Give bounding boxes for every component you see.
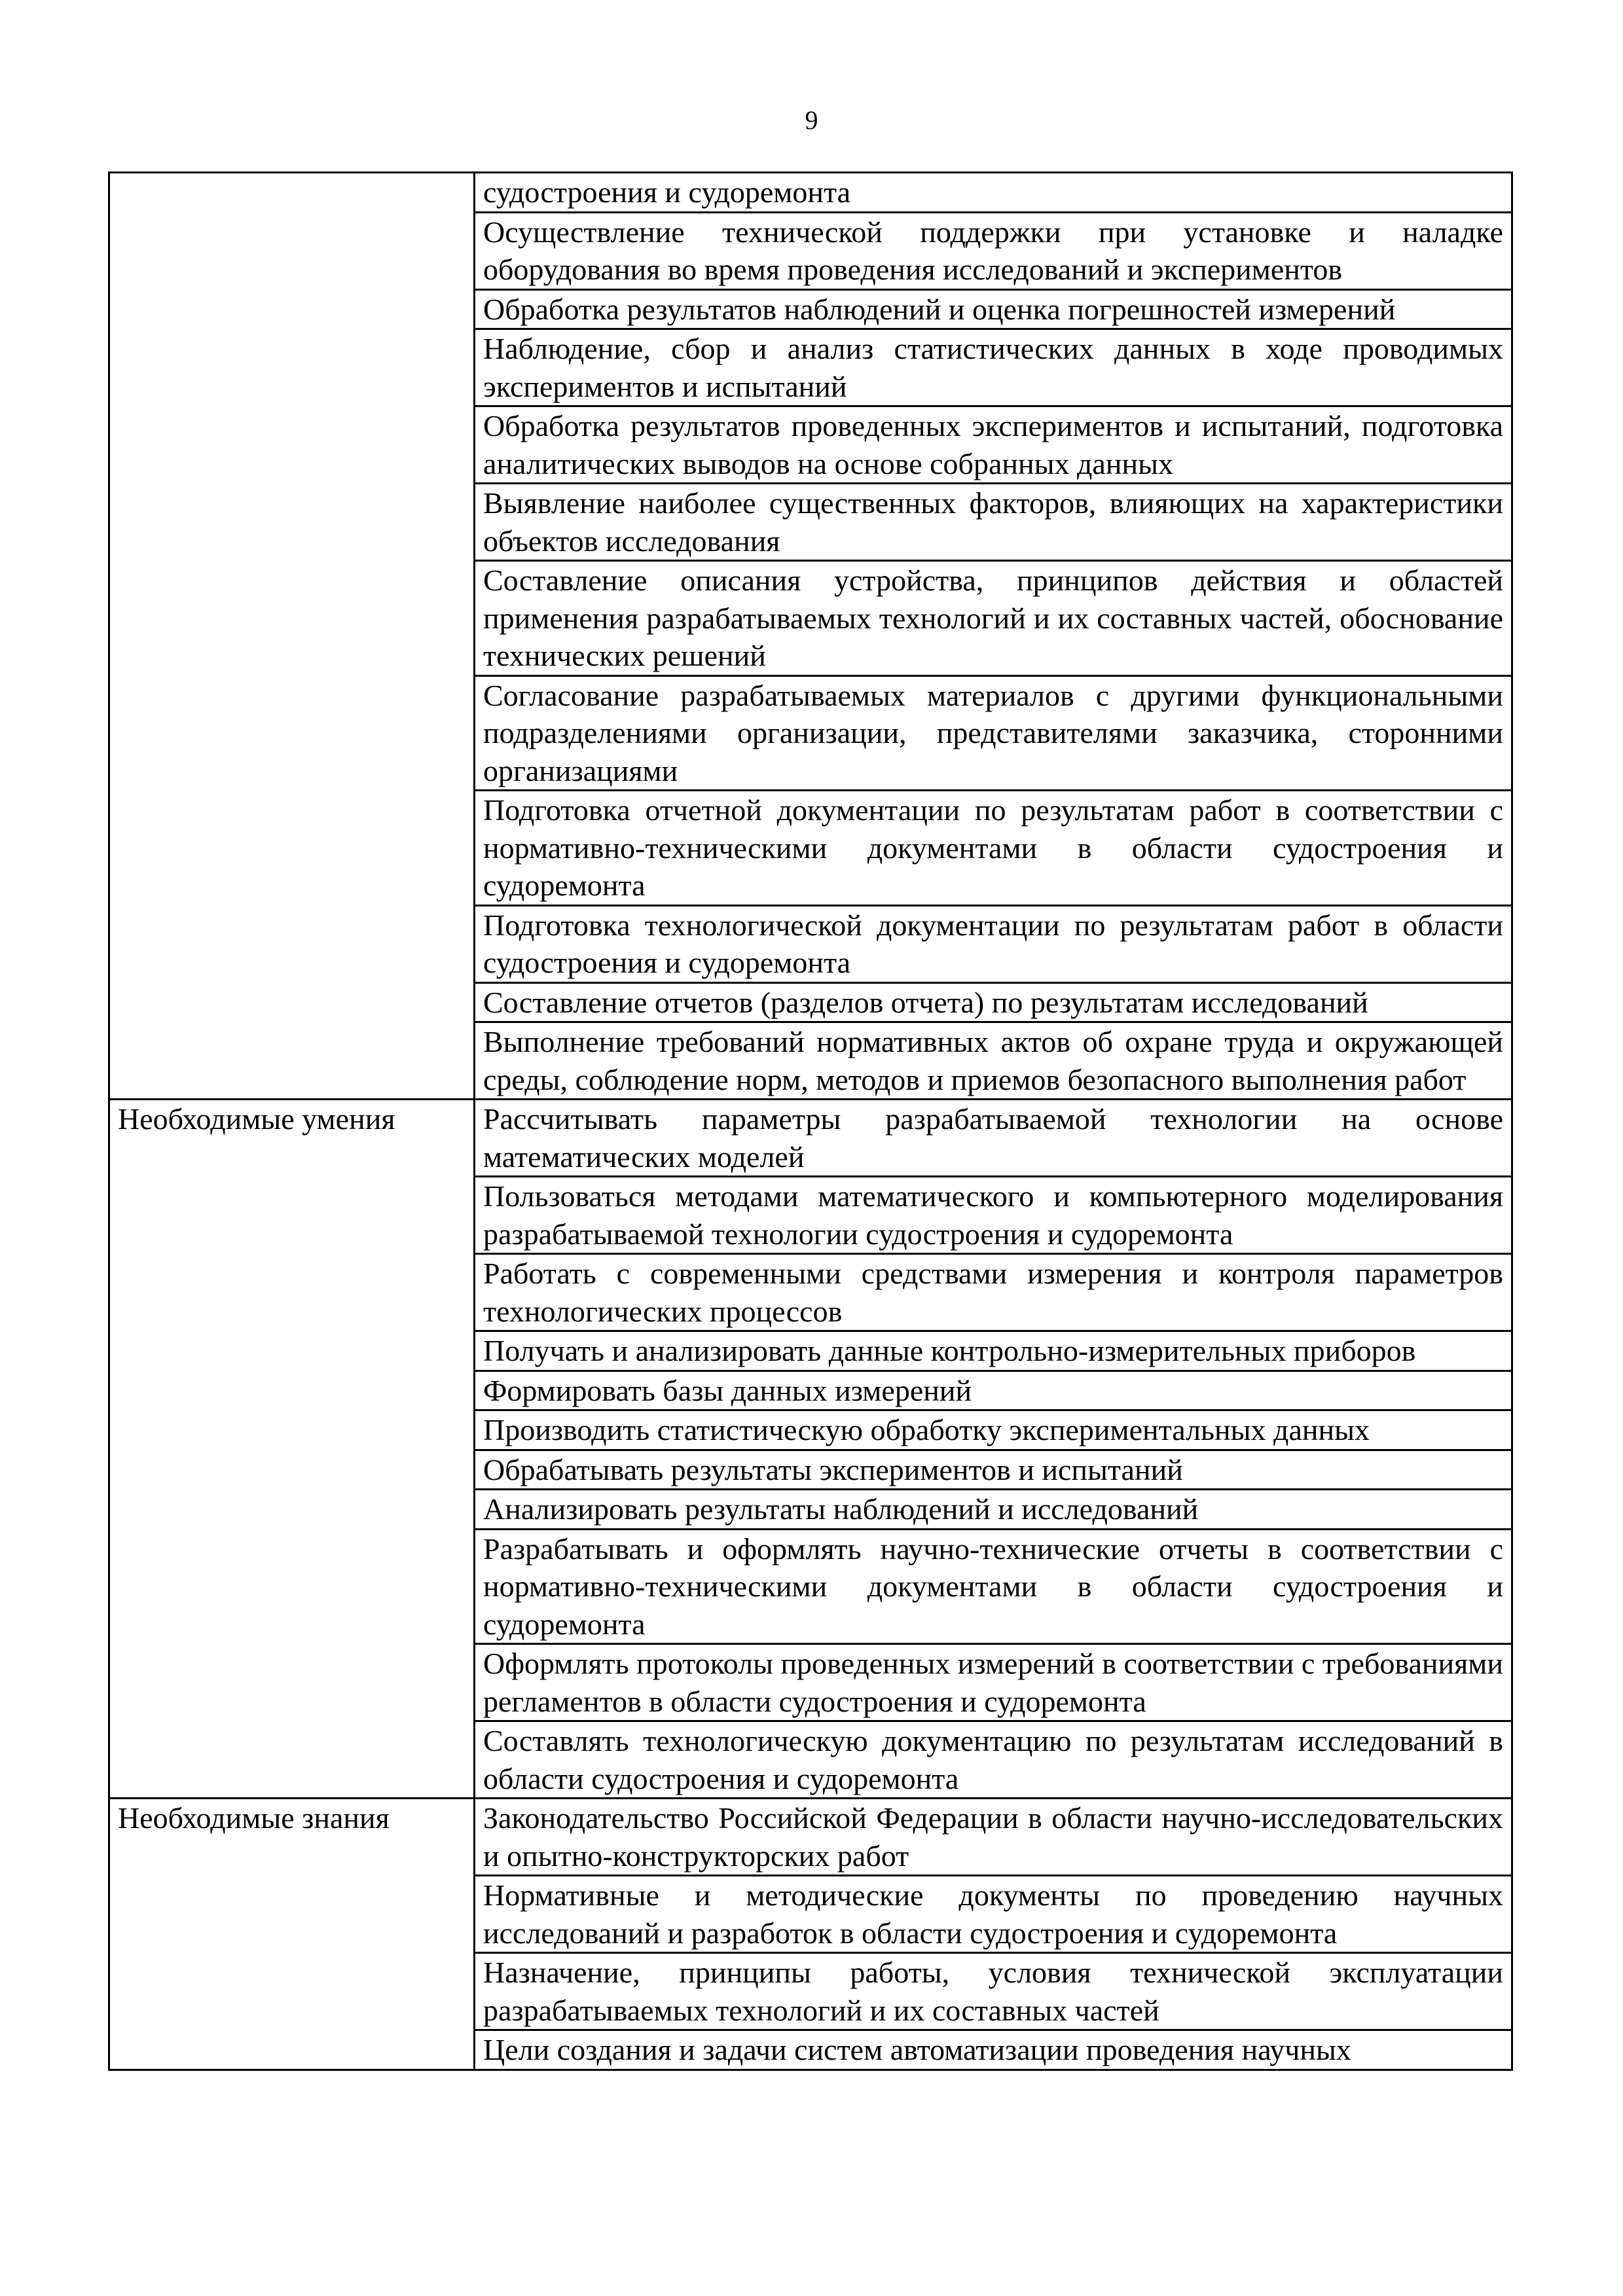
competency-table [108,171,1513,2071]
item-cell: судостроения и судоремонта [475,173,1512,213]
table-row [109,173,1512,213]
item-cell: Обработка результатов наблюдений и оценка погрешностей измерений [475,289,1512,329]
item-cell: Подготовка отчетной документации по результатам работ в соответствии с нормативно-техническими документами в области судостроения и судоремонта [475,791,1512,906]
item-cell: Анализировать результаты наблюдений и исследований [475,1490,1512,1530]
item-cell: Выявление наиболее существенных факторов, влияющих на характеристики объектов исследования [475,484,1512,561]
page-number: 9 [805,105,818,135]
item-cell: Согласование разрабатываемых материалов с другими функциональными подразделениями организации, представителями заказчика, сторонними организациями [475,675,1512,791]
section-label-cell [109,173,475,1100]
table-row [109,1100,1512,1177]
item-cell: Осуществление технической поддержки при установке и наладке оборудования во время проведения исследований и экспериментов [475,212,1512,289]
item-cell: Пользоваться методами математического и компьютерного моделирования разрабатываемой технологии судостроения и судоремонта [475,1177,1512,1254]
item-cell: Выполнение требований нормативных актов об охране труда и окружающей среды, соблюдение норм, методов и приемов безопасного выполнения работ [475,1022,1512,1100]
item-cell: Оформлять протоколы проведенных измерений в соответствии с требованиями регламентов в области судостроения и судоремонта [475,1644,1512,1721]
item-cell: Формировать базы данных измерений [475,1371,1512,1410]
item-cell: Законодательство Российской Федерации в области научно-исследовательских и опытно-конструкторских работ [475,1799,1512,1876]
item-cell: Нормативные и методические документы по проведению научных исследований и разработок в области судостроения и судоремонта [475,1876,1512,1953]
item-cell: Получать и анализировать данные контрольно-измерительных приборов [475,1331,1512,1371]
item-cell: Подготовка технологической документации по результатам работ в области судостроения и судоремонта [475,905,1512,982]
item-cell: Производить статистическую обработку экспериментальных данных [475,1410,1512,1450]
table-row [109,1799,1512,1876]
item-cell: Составление описания устройства, принципов действия и областей применения разрабатываемых технологий и их составных частей, обоснование технических решений [475,561,1512,676]
item-cell: Обрабатывать результаты экспериментов и испытаний [475,1450,1512,1490]
item-cell: Рассчитывать параметры разрабатываемой технологии на основе математических моделей [475,1100,1512,1177]
item-cell: Цели создания и задачи систем автоматизации проведения научных [475,2030,1512,2070]
item-cell: Составление отчетов (разделов отчета) по результатам исследований [475,982,1512,1022]
item-cell: Наблюдение, сбор и анализ статистических данных в ходе проводимых экспериментов и испытаний [475,329,1512,406]
section-label-cell: Необходимые знания [109,1799,475,2070]
item-cell: Работать с современными средствами измерения и контроля параметров технологических процессов [475,1254,1512,1331]
item-cell: Назначение, принципы работы, условия технической эксплуатации разрабатываемых технологий и их составных частей [475,1953,1512,2030]
item-cell: Составлять технологическую документацию по результатам исследований в области судостроения и судоремонта [475,1721,1512,1799]
item-cell: Обработка результатов проведенных экспериментов и испытаний, подготовка аналитических выводов на основе собранных данных [475,406,1512,484]
section-label-cell: Необходимые умения [109,1100,475,1799]
item-cell: Разрабатывать и оформлять научно-технические отчеты в соответствии с нормативно-техническими документами в области судостроения и судоремонта [475,1529,1512,1644]
